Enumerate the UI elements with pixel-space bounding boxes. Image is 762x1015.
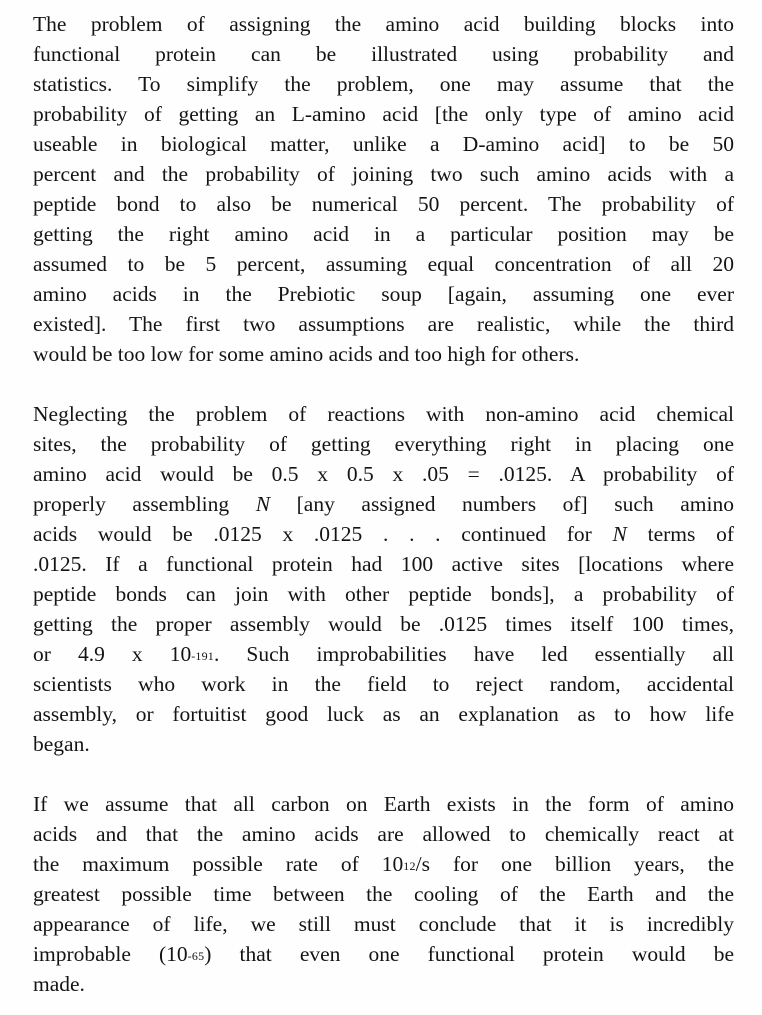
text-line [33,669,734,699]
text-line [33,849,734,879]
text-line [33,819,734,849]
text-line [33,249,734,279]
text-line [33,219,734,249]
text-run: existed]. The first two assumptions are realistic, while the third [33,312,734,336]
text-run: peptide bond to also be numerical 50 percent. The probability of [33,192,734,216]
text-run: assumed to be 5 percent, assuming equal concentration of all 20 [33,252,734,276]
text-run: If we assume that all carbon on Earth exists in the form of amino [33,792,734,816]
text-run: the maximum possible rate of 10 [33,852,404,876]
text-line [33,519,734,549]
paragraph [33,9,734,369]
text-run: made. [33,972,85,996]
text-line [33,459,734,489]
italic-variable: N [255,492,271,516]
paragraph [33,789,734,999]
text-run: statistics. To simplify the problem, one may assume that the [33,72,734,96]
text-run: Neglecting the problem of reactions with non-amino acid chemical [33,402,734,426]
text-line [33,549,734,579]
text-run: peptide bonds can join with other peptide bonds], a probability of [33,582,734,606]
text-line [33,639,734,669]
text-line [33,729,734,759]
text-line [33,189,734,219]
text-line [33,489,734,519]
text-line [33,429,734,459]
text-run: functional protein can be illustrated using probability and [33,42,734,66]
text-run: /s for one billion years, the [415,852,734,876]
text-line [33,159,734,189]
text-line [33,609,734,639]
text-run: terms of [626,522,734,546]
text-line [33,39,734,69]
text-line [33,309,734,339]
text-run: acids would be .0125 x .0125 . . . continued for [33,522,613,546]
text-line [33,879,734,909]
text-run: .0125. If a functional protein had 100 active sites [locations where [33,552,734,576]
text-line [33,399,734,429]
text-line [33,339,734,369]
text-run: . Such improbabilities have led essentially all [214,642,734,666]
text-run: properly assembling [33,492,256,516]
text-run: sites, the probability of getting everything right in placing one [33,432,734,456]
text-run: improbable (10 [33,942,188,966]
text-run: acids and that the amino acids are allowed to chemically react at [33,822,734,846]
text-line [33,279,734,309]
text-run: scientists who work in the field to reject random, accidental [33,672,734,696]
text-run: or 4.9 x 10 [33,642,192,666]
text-run: appearance of life, we still must conclude that it is incredibly [33,912,734,936]
text-line [33,579,734,609]
text-line [33,129,734,159]
text-run: useable in biological matter, unlike a D-amino acid] to be 50 [33,132,734,156]
text-line [33,909,734,939]
text-line [33,69,734,99]
document [33,9,734,999]
italic-variable: N [612,522,627,546]
text-line [33,99,734,129]
text-run: amino acids in the Prebiotic soup [again, assuming one ever [33,282,734,306]
text-run: The problem of assigning the amino acid building blocks into [33,12,734,36]
text-run: [any assigned numbers of] such amino [270,492,734,516]
text-line [33,939,734,969]
text-run: assembly, or fortuitist good luck as an explanation as to how life [33,702,734,726]
text-run: amino acid would be 0.5 x 0.5 x .05 = .0125. A probability of [33,462,734,486]
text-run: probability of getting an L-amino acid [the only type of amino acid [33,102,734,126]
paragraph [33,399,734,759]
exponent-text: -191 [191,649,214,663]
text-run: began. [33,732,90,756]
text-line [33,9,734,39]
exponent-text: 12 [403,859,416,873]
text-run: ) that even one functional protein would be [204,942,735,966]
text-run: would be too low for some amino acids and too high for others. [33,342,580,366]
text-run: getting the right amino acid in a particular position may be [33,222,734,246]
text-line [33,969,734,999]
text-line [33,789,734,819]
text-run: greatest possible time between the cooling of the Earth and the [33,882,734,906]
text-run: percent and the probability of joining two such amino acids with a [33,162,734,186]
text-line [33,699,734,729]
text-run: getting the proper assembly would be .0125 times itself 100 times, [33,612,734,636]
exponent-text: -65 [187,949,205,963]
